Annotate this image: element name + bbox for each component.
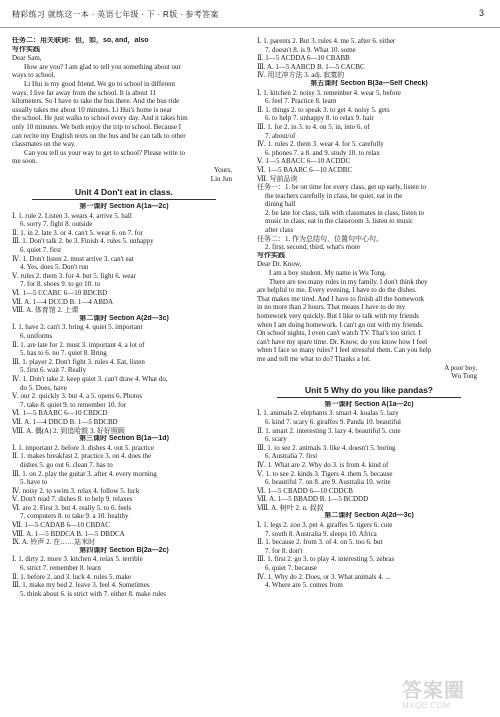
watermark-logo: 答案圈 MXQE.COM	[402, 678, 465, 710]
answer-line: Dear Dr. Know,	[257, 260, 302, 269]
answer-line: 6. sorry 7. fight 8. outside	[20, 220, 93, 229]
answer-line: 6. feel 7. Practice 8. learn	[265, 97, 337, 106]
page-number: 3	[478, 8, 484, 18]
answer-line: 6. quiet 7. first	[20, 246, 62, 255]
answer-line: Ⅲ. 1. make my bed 2. leave 3. feel 4. Sometimes	[12, 581, 150, 590]
answer-line: 6. kind 7. scary 6. giraffes 9. Panda 10. beautiful	[265, 417, 401, 426]
answer-line: music in class, eat in the classroom 3. listen to music	[265, 217, 414, 226]
answer-line: do 5. Does, have	[20, 383, 67, 392]
lesson-heading: 第二课时 Section A(2d—3c)	[79, 314, 169, 322]
signature-line: Yours,	[213, 165, 232, 174]
answer-line: the teachers carefully in class, be quiet, eat in the	[265, 191, 403, 200]
answer-line: Ⅷ. A. 体育馆 2. 上课	[12, 306, 79, 315]
answer-line: Ⅵ. 1—5 CCABC 6—10 BDCBD	[12, 289, 108, 298]
answer-line: 6. beautiful 7. on 8. are 9. Australia 10. write	[265, 478, 391, 487]
answer-line: 6. strict 7. remember 8. learn	[20, 564, 101, 573]
right-column	[257, 37, 481, 590]
answer-line: in no more than 2 hours. That means I have to do my	[257, 303, 406, 312]
answer-line: Ⅳ. 1. rules 2. them 3. wear 4. for 5. carefully	[257, 140, 384, 149]
answer-line: ways. I live far away from the school. It is about 11	[12, 88, 157, 97]
answer-line: usually takes me about 10 minutes. Li Hui's home is near	[12, 105, 173, 114]
signature-line: Liu Jun	[210, 174, 232, 183]
answer-line: Ⅰ. 1. have 2. can't 3. bring 4. quiet 5. important	[12, 323, 143, 332]
answer-line: Ⅴ. Don't read 7. dishes 8. to help 9. relaxes	[12, 495, 133, 504]
lesson-heading: 第一课时 Section A(1a—2c)	[324, 400, 414, 408]
answer-line: Ⅲ. 1. player 2. Don't fight 3. rules 4. Eat, listen	[12, 357, 145, 366]
answer-line: 5. first 6. wait 7. Really	[20, 366, 87, 375]
answer-line: 4. Where are 5. comes from	[265, 581, 343, 590]
answer-line: On school nights, I even can't watch TV. That's too strict. I	[257, 329, 421, 338]
answer-line: Ⅵ. 1—5 BAABC 6—10 CBDCD	[12, 409, 108, 418]
left-column	[12, 37, 236, 598]
answer-line: 7. computers 8. to take 9. a 10. healthy	[20, 512, 129, 521]
answer-line: Ⅴ. our 2. quickly 3. but 4. a 5. opens 6. Photos	[12, 392, 143, 401]
answer-line: Ⅲ. 1. first 2. go 3. to play 4. interesting 5. zebras	[257, 555, 395, 564]
answer-line: Ⅳ. 1. Don't listen 2. must arrive 3. can't eat	[12, 254, 134, 263]
answer-line: Ⅵ. are 2. First 3. but 4. really 5. to 6. feels	[12, 503, 132, 512]
answer-line: only 10 minutes. We both enjoy the trip to school. Because I	[12, 122, 182, 131]
header-title: 精彩练习 就练这一本 · 英语七年级 · 下 · R版 · 参考答案	[12, 10, 219, 19]
answer-line: Dear Sam,	[12, 54, 42, 63]
signature-line: Wu Tong	[451, 372, 477, 381]
answer-line: 6. quiet 7. because	[265, 564, 317, 573]
answer-line: 7. for 8. don't	[265, 546, 303, 555]
answer-line: Ⅱ. 1. in 2. late 3. or 4. can't 5. wear 6. on 7. for	[12, 228, 143, 237]
answer-line: Ⅶ. A. 1—4 DCCD B. 1—4 ABDA	[12, 297, 114, 306]
answer-line: Ⅷ. A. 1—5 BDDCA B. 1—5 DBDCA	[12, 529, 125, 538]
answer-line: Ⅴ. rules 2. them 3. for 4. but 5. fight 6. wear	[12, 271, 136, 280]
lesson-heading: 第五课时 Section B(3a—Self Check)	[310, 79, 428, 87]
answer-line: Ⅳ. noisy 2. to swim 3. relax 4. follow 5. luck	[12, 486, 140, 495]
answer-line: Ⅱ. 1—5 ACDDA 6—10 CBABB	[257, 54, 350, 63]
answer-line: can't have my spare time. Dr. Know, do you know how I feel	[257, 337, 428, 346]
answer-line: 7. south 8. Australia 9. sleeps 10. Africa	[265, 529, 377, 538]
answer-line: Ⅰ. 1. rule 2. Listen 3. wears 4. arrive 5. hall	[12, 211, 132, 220]
answer-line: Ⅳ. 1. Don't take 2. keep quiet 3. can't draw 4. What do,	[12, 374, 168, 383]
answer-line: Ⅶ. A. 1—4 DBCD B. 1—5 BDCBD	[12, 417, 118, 426]
answer-line: are helpful to me. Every evening, I have to do the dishes.	[257, 286, 417, 295]
answer-line: Ⅵ. 1—5 CBADD 6—10 CDDCB	[257, 486, 353, 495]
answer-line: Ⅱ. 1. before 2. and 3. luck 4. rules 5. make	[12, 572, 132, 581]
answer-line: the school. He just walks to school every day. And it takes him	[12, 114, 188, 123]
answer-line: 6. Australia 7. first	[265, 452, 318, 461]
answer-line: Ⅰ. 1. dirty 2. more 3. kitchen 4. relax 5. terrible	[12, 555, 143, 564]
answer-line: Ⅶ. 写前品读	[257, 174, 298, 183]
answer-line: Ⅱ. 1. because 2. from 3. of 4. on 5. too 6. but	[257, 538, 383, 547]
answer-line: 6. scary	[265, 435, 287, 444]
paragraph-line: Can you tell us your way to get to school? Please write to	[24, 148, 185, 157]
answer-line: Ⅱ. 1. makes breakfast 2. practice 3. on 4. does the	[12, 452, 152, 461]
answer-line: Ⅲ. A. 1—5 AABCD B. 1—5 CACBC	[257, 62, 365, 71]
paragraph-line: There are too many rules in my family. I don't think they	[269, 277, 428, 286]
answer-line: Ⅰ. 1. parents 2. But 3. rules 4. me 5. after 6. either	[257, 37, 396, 45]
answer-line: after class	[265, 226, 294, 235]
lesson-heading: 第二课时 Section A(2d—3c)	[324, 512, 414, 520]
answer-line: kilometers. So I have to take the bus there. And the bus ride	[12, 97, 180, 106]
unit-title: Unit 5 Why do you like pandas?	[277, 385, 461, 398]
answer-line: Ⅳ. 用过冲方法 3. adj. 寂寞的	[257, 71, 345, 80]
paragraph-line: I am a boy student. My name is Wu Tong.	[269, 269, 387, 278]
section-label: 写作实践	[12, 45, 40, 53]
lesson-heading: 第一课时 Section A(1a—2c)	[79, 203, 169, 211]
answer-line: 7. take 8. quiet 9. to remember 10. for	[20, 400, 127, 409]
answer-line: 任务二：1. 作为总结句，位置句中心句。	[257, 234, 383, 243]
answer-line: Ⅴ. 1. to see 2. kinds 3. Tigers 4. them 5. because	[257, 469, 393, 478]
unit-title: Unit 4 Don't eat in class.	[32, 187, 216, 200]
answer-line: when I am doing homework. I can't go out with my friends.	[257, 320, 424, 329]
paragraph-line: Li Hui is my good friend. We go to school in different	[24, 79, 176, 88]
answer-line: Ⅰ. 1. legs 2. zoo 3. pet 4. giraffes 5. tigers 6. cute	[257, 521, 393, 530]
answer-line: 7. for 8. shoes 9. to go 10. to	[20, 280, 101, 289]
answer-line: 5. have to	[20, 478, 48, 487]
answer-line: Ⅲ. 1. Don't talk 2. be 3. Finish 4. rules 5. unhappy	[12, 237, 154, 246]
answer-line: Ⅱ. 1. smart 2. interesting 3. lazy 4. beautiful 5. cute	[257, 426, 401, 435]
answer-line: 5. think about 6. is strict with 7. either 8. make rules	[20, 589, 167, 598]
answer-line: 任务一：1. be on time for every class, get up early, listen to	[257, 183, 427, 192]
signature-line: A poor boy,	[444, 363, 477, 372]
answer-line: 6. to help 7. unhappy 8. to relax 9. hair	[265, 114, 374, 123]
answer-line: ways to school.	[12, 71, 56, 80]
answer-line: Ⅷ. A. 树叶 2. n. 叔叔	[257, 503, 324, 512]
answer-line: 2. be late for class, talk with classmates in class, listen to	[265, 208, 425, 217]
answer-line: 7. about/of	[265, 131, 296, 140]
answer-line: Ⅶ. A. 1—5 BBADD B. 1—5 BCDDD	[257, 495, 369, 504]
page-header	[0, 0, 500, 28]
answer-line: Ⅳ. 1. Why do 2. Does, or 3. What animals 4. ...	[257, 572, 391, 581]
paragraph-line: How are you? I am glad to tell you something about our	[24, 62, 181, 71]
answer-line: Ⅱ. 1. are late for 2. must 3. important 4. a lot of	[12, 340, 145, 349]
answer-line: 4. Yes, does 5. Don't run	[20, 263, 89, 272]
answer-line: Ⅰ. 1. kitchen 2. noisy 3. remember 4. wear 5. before	[257, 88, 401, 97]
answer-line: 7. doesn't 8. is 9. What 10. some	[265, 45, 356, 54]
lesson-heading: 第四课时 Section B(2a—2c)	[79, 546, 169, 554]
answer-line: when I face so many rules? I feel stressful them. Can you help	[257, 346, 432, 355]
section-label: 任务二：用关联词：但，如，so, and，also	[12, 37, 149, 44]
answer-line: classmates on the way.	[12, 140, 76, 149]
answer-line: 5. has to 6. no 7. quiet 8. Bring	[20, 349, 107, 358]
answer-line: homework very quickly. But I like to talk with my friends	[257, 312, 419, 320]
answer-line: Ⅳ. 1. What are 2. Why do 3. is from 4. kind of	[257, 460, 389, 469]
answer-line: Ⅸ. A. 铃声 2. 在……站米时	[12, 538, 96, 547]
answer-line: 2. first, second, third, what's more	[265, 243, 361, 252]
answer-line: Ⅲ. 1. on 2. play the guitar 3. after 4. every morning	[12, 469, 157, 478]
answer-line: Ⅲ. 1. for 2. in 3. to 4. on 5. in, into 6. of	[257, 122, 370, 131]
answer-line: can recite my English texts on the bus and he can talk to other	[12, 131, 186, 140]
answer-line: Ⅰ. 1. important 2. before 3. dishes 4. out 5. practice	[12, 443, 154, 452]
section-label: 写作实践	[257, 251, 285, 259]
answer-line: Ⅲ. 1. to see 2. animals 3. like 4. doesn't 5. boring	[257, 443, 396, 452]
answer-line: Ⅶ. 1—5 CADAB 6—10 CBDAC	[12, 521, 110, 530]
answer-line: Ⅷ. A. 偶(A) 2. 到追哈鼓 3. 好好照顾	[12, 426, 125, 435]
answer-line: That makes me tired. And I have to finish all the homework	[257, 294, 425, 303]
answer-line: 6. phones 7. a 8. and 9. study 10. to relax	[265, 148, 380, 157]
answer-line: Ⅴ. 1—5 ABACC 6—10 ACDDC	[257, 157, 351, 166]
answer-line: me soon.	[12, 157, 38, 166]
answer-line: me and tell me what to do? Thanks a lot.	[257, 354, 371, 363]
answer-line: 6. uniforms	[20, 332, 53, 340]
answer-line: Ⅱ. 1. things 2. to speak 3. to get 4. noisy 5. gets	[257, 105, 390, 114]
lesson-heading: 第三课时 Section B(1a—1d)	[79, 435, 169, 443]
answer-line: dining hall	[265, 200, 296, 209]
answer-line: dishes 5. go out 6. clean 7. has to	[20, 460, 113, 469]
answer-line: Ⅵ. 1—5 BAABC 6—10 ACDBC	[257, 165, 353, 174]
answer-line: Ⅰ. 1. animals 2. elephants 3. smart 4. koalas 5. lazy	[257, 409, 399, 418]
